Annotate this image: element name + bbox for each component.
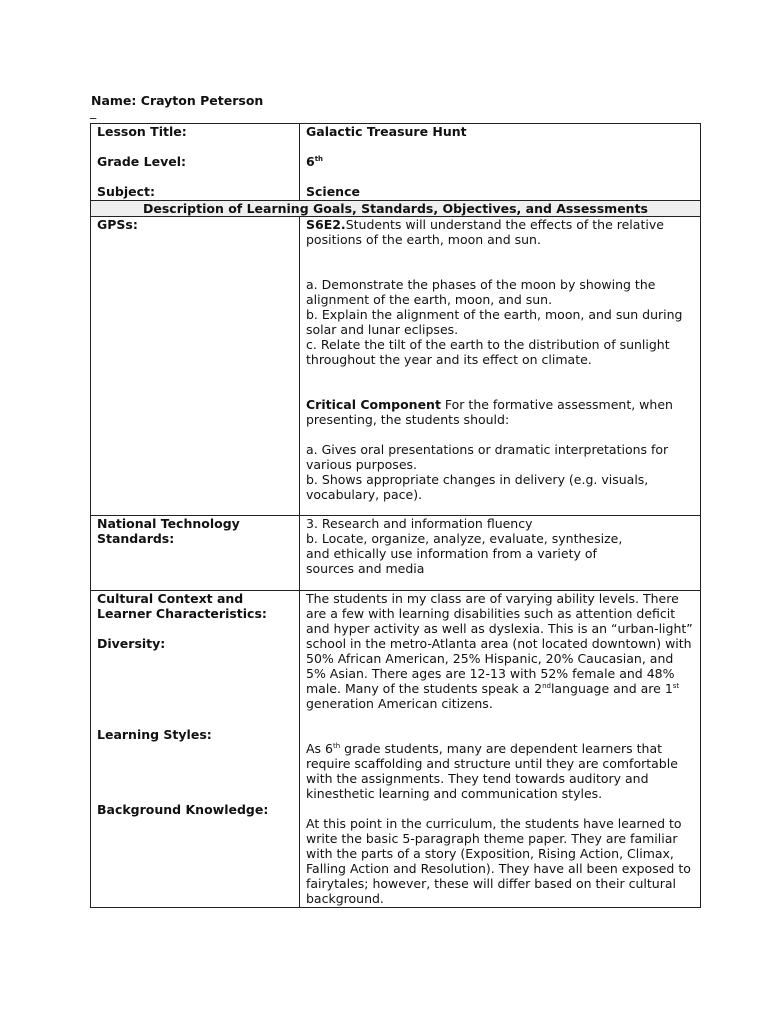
styles-suffix: th: [333, 741, 341, 750]
diversity-number: 1: [664, 681, 673, 696]
critical-item-a: a. Gives oral presentations or dramatic interpretations for various purposes.: [306, 442, 669, 472]
gps-row: [91, 217, 701, 516]
critical-component-label: Critical Component: [306, 397, 441, 412]
diversity-number: 2: [534, 681, 543, 696]
section-title-row: [91, 201, 701, 217]
gps-content: [300, 217, 701, 516]
gps-item-c: c. Relate the tilt of the earth to the distribution of sunlight throughout the year and its effect on climate.: [306, 337, 670, 367]
grade-number: 6: [306, 154, 315, 169]
diversity-suffix: st: [672, 681, 680, 690]
header-row: [91, 124, 701, 201]
diversity-text: [306, 591, 694, 711]
student-name: Crayton Peterson: [140, 93, 264, 108]
culture-row: [91, 591, 701, 908]
subject-label: Subject:: [97, 184, 155, 199]
diversity-text-part: language and are: [550, 681, 665, 696]
name-label: Name:: [91, 93, 137, 108]
nts-line: sources and media: [306, 561, 425, 576]
learning-styles-label: Learning Styles:: [97, 727, 212, 742]
diversity-text-part: The students in my class are of varying ability levels. There are a few with learning disabilities such as attention deficit and hyper activity as well as dyslexia. This is an “urban-light” school in the metro-Atlanta area (not located downtown) with 50% African American, 25% Hispanic, 20% Caucasian, and 5% Asian. There ages are 12-13 with 52% female and 48% male. Many of the students speak a: [306, 591, 693, 696]
nts-label: National Technology Standards:: [91, 516, 300, 591]
gps-item-b: b. Explain the alignment of the earth, moon, and sun during solar and lunar eclipses.: [306, 307, 683, 337]
styles-number: 6: [325, 741, 333, 756]
diversity-text-part: generation American citizens.: [306, 696, 493, 711]
diversity-suffix: nd: [542, 681, 551, 690]
nts-line: and ethically use information from a variety of: [306, 546, 597, 561]
critical-item-b: b. Shows appropriate changes in delivery (e.g. visuals, vocabulary, pace).: [306, 472, 649, 502]
culture-label: Cultural Context and Learner Characteristics:: [97, 591, 267, 621]
lesson-title-value: Galactic Treasure Hunt: [306, 124, 467, 139]
header-labels-cell: [91, 124, 300, 201]
grade-level-value: [306, 154, 694, 169]
student-name-line: [91, 93, 263, 108]
lesson-title-label: Lesson Title:: [97, 124, 187, 139]
nts-line: 3. Research and information fluency: [306, 516, 533, 531]
styles-text-part: grade students, many are dependent learners that require scaffolding and structure until they are comfortable with the assignments. They tend towards auditory and kinesthetic learning and communication styles.: [306, 741, 678, 801]
gps-intro-text: Students will understand the effects of the relative positions of the earth, moon and sun.: [306, 217, 664, 247]
gps-item-a: a. Demonstrate the phases of the moon by showing the alignment of the earth, moon, and sun.: [306, 277, 656, 307]
gps-label: GPSs:: [91, 217, 300, 516]
header-values-cell: [300, 124, 701, 201]
lesson-plan-table: [90, 123, 701, 908]
background-knowledge-label: Background Knowledge:: [97, 802, 269, 817]
grade-suffix: th: [314, 154, 324, 163]
subject-value: Science: [306, 184, 360, 199]
nts-line: b. Locate, organize, analyze, evaluate, synthesize,: [306, 531, 623, 546]
underscore-mark: _: [90, 104, 97, 119]
nts-content: [300, 516, 701, 591]
gps-intro: [306, 217, 694, 247]
nts-row: [91, 516, 701, 591]
styles-text-part: As: [306, 741, 326, 756]
critical-component: [306, 397, 694, 427]
grade-level-label: Grade Level:: [97, 154, 186, 169]
gps-code: S6E2.: [306, 217, 346, 232]
diversity-label: Diversity:: [97, 636, 166, 651]
section-title: Description of Learning Goals, Standards, Objectives, and Assessments: [91, 201, 701, 217]
culture-content: [300, 591, 701, 908]
background-knowledge-text: At this point in the curriculum, the students have learned to write the basic 5-paragraph theme paper. They are familiar with the parts of a story (Exposition, Rising Action, Climax, Falling Action and Resolution). They have all been exposed to fairytales; however, these will differ based on their cultural background.: [306, 816, 691, 906]
critical-component-text: For the formative assessment, when presenting, the students should:: [306, 397, 673, 427]
culture-labels-cell: [91, 591, 300, 908]
learning-styles-text: [306, 741, 694, 801]
